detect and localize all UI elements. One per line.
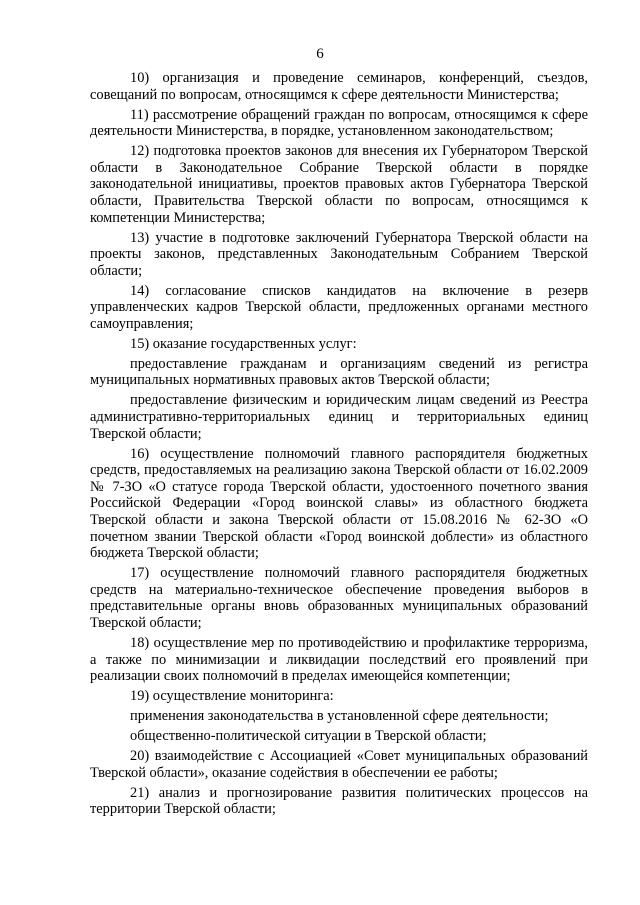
paragraph-item-20: 20) взаимодействие с Ассоциацией «Совет муниципальных образований Тверской области», оказание содействия в обеспечении ее работы; xyxy=(90,748,588,781)
paragraph-item-14: 14) согласование списков кандидатов на включение в резерв управленческих кадров Тверской области, предложенных органами местного самоуправления; xyxy=(90,282,588,332)
document-body xyxy=(90,70,588,821)
paragraph-item-13: 13) участие в подготовке заключений Губернатора Тверской области на проекты законов, представленных Законодательным Собранием Тверской области; xyxy=(90,229,588,279)
paragraph-item-17: 17) осуществление полномочий главного распорядителя бюджетных средств на материально-техническое обеспечение проведения выборов в представительные органы вновь образованных муниципальных образований Тверской области; xyxy=(90,565,588,631)
paragraph-item-15: 15) оказание государственных услуг: xyxy=(130,335,357,352)
paragraph-item-18: 18) осуществление мер по противодействию и профилактике терроризма, а также по минимизации и ликвидации последствий его проявлений при реализации своих полномочий в пределах имеющейся компетенции; xyxy=(90,634,588,685)
paragraph-subitem-15-b: предоставление физическим и юридическим лицам сведений из Реестра административно-территориальных единиц и территориальных единиц Тверской области; xyxy=(90,392,588,442)
paragraph-item-19: 19) осуществление мониторинга: xyxy=(130,688,334,705)
paragraph-subitem-19-a: применения законодательства в установленной сфере деятельности; xyxy=(130,708,549,725)
paragraph-item-21: 21) анализ и прогнозирование развития политических процессов на территории Тверской области; xyxy=(90,784,588,818)
paragraph-item-12: 12) подготовка проектов законов для внесения их Губернатором Тверской области в Законодательное Собрание Тверской области в порядке законодательной инициативы, проектов правовых актов Губернатора Тверской области, Правительства Тверской области по вопросам, относящимся к компетенции Министерства; xyxy=(90,143,588,226)
paragraph-item-16: 16) осуществление полномочий главного распорядителя бюджетных средств, предоставляемых на реализацию закона Тверской области от 16.02.2009 № 7-ЗО «О статусе города Тверской области, удостоенного почетного звания Российской Федерации «Город воинской славы» из областного бюджета Тверской области и закона Тверской области от 15.08.2016 № 62-ЗО «О почетном звании Тверской области «Город воинской доблести» из областного бюджета Тверской области; xyxy=(90,445,588,562)
paragraph-subitem-19-b: общественно-политической ситуации в Тверской области; xyxy=(130,728,487,745)
paragraph-item-11: 11) рассмотрение обращений граждан по вопросам, относящимся к сфере деятельности Министерства, в порядке, установленном законодательством; xyxy=(90,106,588,140)
paragraph-item-10: 10) организация и проведение семинаров, конференций, съездов, совещаний по вопросам, относящимся к сфере деятельности Министерства; xyxy=(90,70,588,103)
page-number: 6 xyxy=(316,46,324,62)
paragraph-subitem-15-a: предоставление гражданам и организациям сведений из регистра муниципальных нормативных правовых актов Тверской области; xyxy=(90,355,588,389)
